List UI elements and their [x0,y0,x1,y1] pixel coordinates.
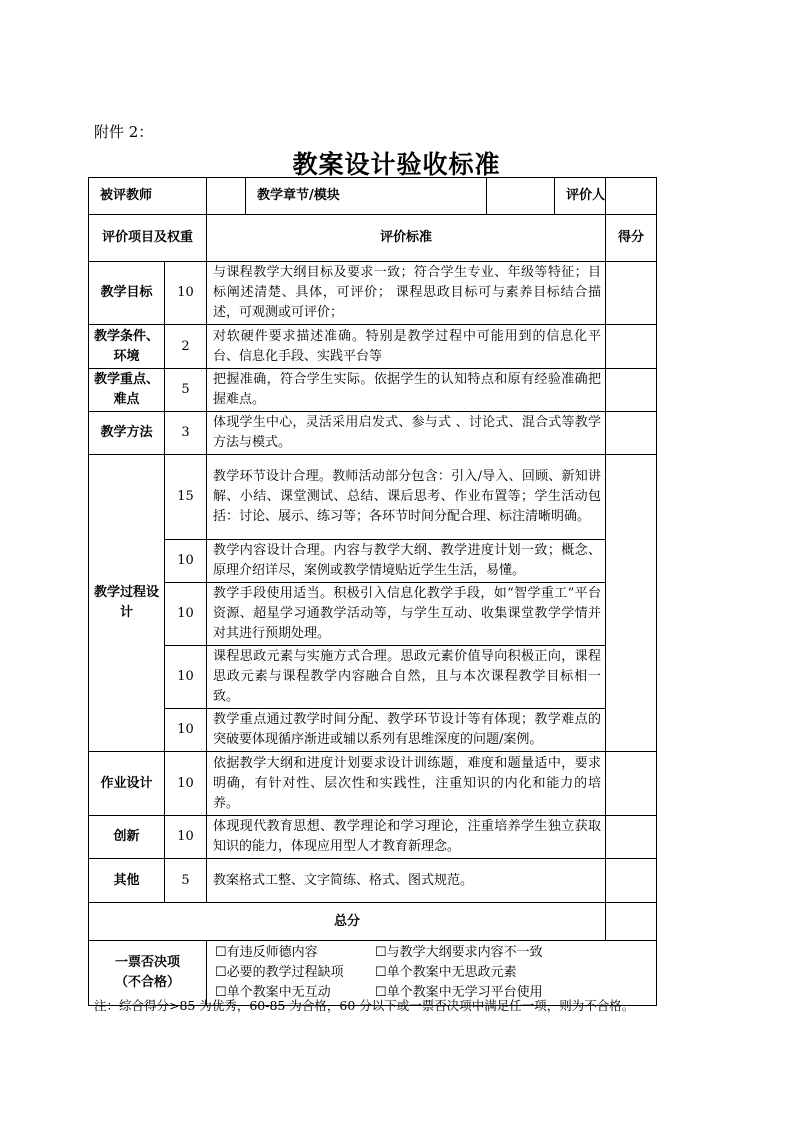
row-item: 教学方法 [89,412,165,455]
chapter-field[interactable] [487,178,555,215]
score-cell[interactable] [606,325,657,369]
chapter-label: 教学章节/模块 [246,178,487,215]
row-criteria: 教学内容设计合理。内容与教学大纲、教学进度计划一致；概念、原理介绍详尽，案例或教学情境贴近学生生活，易懂。 [207,540,606,583]
table-row [89,412,657,455]
row-weight: 5 [165,859,207,903]
score-cell[interactable] [606,262,657,325]
row-criteria: 把握准确，符合学生实际。依据学生的认知特点和原有经验准确把握难点。 [207,369,606,412]
table-row [89,540,657,583]
column-header-row [89,215,657,262]
row-criteria: 与课程教学大纲目标及要求一致；符合学生专业、年级等特征；目标阐述清楚、具体，可评价； 课程思政目标可与素养目标结合描述，可观测或可评价； [207,262,606,325]
veto-label-line2: （不合格） [115,975,181,990]
table-row [89,583,657,646]
total-score-cell[interactable] [606,903,657,941]
row-criteria: 体现现代教育思想、教学理论和学习理论，注重培养学生独立获取知识的能力，体现应用型人才教育新理念。 [207,816,606,859]
row-criteria: 教学手段使用适当。积极引入信息化教学手段，如“智学重工”平台资源、超星学习通教学活动等，与学生互动、收集课堂教学学情并对其进行预期处理。 [207,583,606,646]
table-row [89,709,657,752]
row-weight: 5 [165,369,207,412]
total-row [89,903,657,941]
row-item: 创新 [89,816,165,859]
column-score: 得分 [606,215,657,262]
header-row [89,178,657,215]
table-row [89,816,657,859]
veto-checkbox-process-missing[interactable]: ☐必要的教学过程缺项 [215,965,344,980]
evaluator-label: 评价人 [555,178,606,215]
row-item: 作业设计 [89,752,165,816]
evaluated-teacher-field[interactable] [207,178,246,215]
row-criteria: 依据教学大纲和进度计划要求设计训练题，难度和题量适中，要求明确，有针对性、层次性和实践性，注重知识的内化和能力的培养。 [207,752,606,816]
column-criteria: 评价标准 [207,215,606,262]
table-row [89,752,657,816]
row-item: 教学条件、环境 [89,325,165,369]
row-weight: 10 [165,583,207,646]
row-weight: 2 [165,325,207,369]
row-criteria: 课程思政元素与实施方式合理。思政元素价值导向积极正向，课程思政元素与课程教学内容融合自然，且与本次课程教学目标相一致。 [207,646,606,709]
table-row [89,325,657,369]
column-item-weight: 评价项目及权重 [89,215,207,262]
score-cell[interactable] [606,859,657,903]
row-item: 教学目标 [89,262,165,325]
row-weight: 10 [165,540,207,583]
table-row [89,369,657,412]
table-row [89,859,657,903]
row-weight: 3 [165,412,207,455]
score-cell[interactable] [606,816,657,859]
veto-checkbox-no-ideology[interactable]: ☐单个教案中无思政元素 [375,965,517,980]
row-criteria: 教案格式工整、文字简练、格式、图式规范。 [207,859,606,903]
row-item: 其他 [89,859,165,903]
row-weight: 10 [165,646,207,709]
row-criteria: 体现学生中心，灵活采用启发式、参与式 、讨论式、混合式等教学方法与模式。 [207,412,606,455]
veto-checkbox-syllabus[interactable]: ☐与教学大纲要求内容不一致 [375,945,543,960]
veto-label-line1: 一票否决项 [115,955,181,970]
row-weight: 10 [165,752,207,816]
evaluated-teacher-label: 被评教师 [89,178,207,215]
row-item: 教学重点、难点 [89,369,165,412]
evaluation-table [88,177,657,1006]
score-cell[interactable] [606,455,657,752]
row-criteria: 对软硬件要求描述准确。特别是教学过程中可能用到的信息化平台、信息化手段、实践平台等 [207,325,606,369]
attachment-label: 附件 2： [94,123,154,141]
process-item: 教学过程设计 [89,455,165,752]
row-weight: 10 [165,262,207,325]
page-title: 教案设计验收标准 [292,150,501,179]
veto-checkbox-no-platform[interactable]: ☐单个教案中无学习平台使用 [375,985,543,1000]
row-weight: 10 [165,709,207,752]
row-weight: 10 [165,816,207,859]
row-weight: 15 [165,455,207,540]
table-row [89,646,657,709]
row-criteria: 教学环节设计合理。教师活动部分包含：引入/导入、回顾、新知讲解、小结、课堂测试、总结、课后思考、作业布置等；学生活动包括：讨论、展示、练习等；各环节时间分配合理、标注清晰明确。 [207,455,606,540]
row-criteria: 教学重点通过教学时间分配、教学环节设计等有体现；教学难点的突破要体现循序渐进或辅以系列有思维深度的问题/案例。 [207,709,606,752]
veto-checkbox-no-interaction[interactable]: ☐单个教案中无互动 [215,985,331,1000]
score-cell[interactable] [606,369,657,412]
score-cell[interactable] [606,752,657,816]
table-row [89,455,657,540]
table-row [89,262,657,325]
score-cell[interactable] [606,412,657,455]
footnote: 注：综合得分>85 为优秀，60-85 为合格，60 分以下或一票否决项中满足任一项，则为不合格。 [94,998,635,1013]
evaluator-field[interactable] [606,178,657,215]
total-label: 总分 [89,903,606,941]
veto-checkbox-ethics[interactable]: ☐有违反师德内容 [215,945,318,960]
